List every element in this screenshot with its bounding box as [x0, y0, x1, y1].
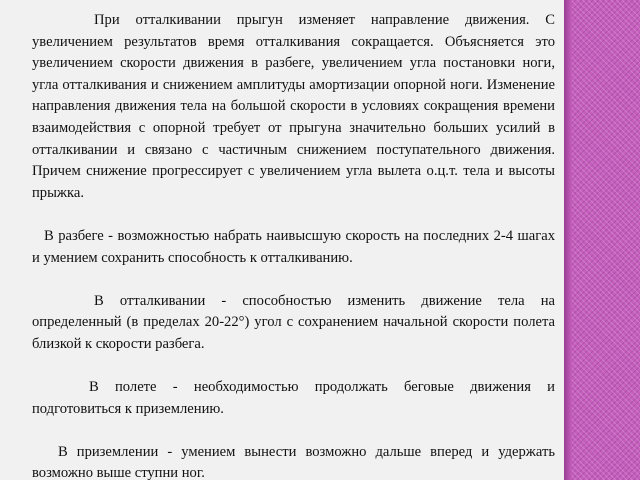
paragraph-landing: В приземлении - умением вынести возможно дальше вперед и удержать возможно выше ступни ног. — [32, 443, 555, 482]
text-content — [32, 10, 555, 485]
paragraph-takeoff-direction: При отталкивании прыгун изменяет направление движения. С увеличением результатов время отталкивания сокращается. Объясняется это увеличением скорости движения в разбеге, увеличением угла постановки ноги, угла отталкивания и снижением амплитуды амортизации опорной ноги. Изменение направления движения тела на большой скорости в условиях сокращения времени взаимодействия с опорной требует от прыгуна значительно больших усилий в отталкивании и связано с частичным снижением поступательного движения. Причем снижение прогрессирует с увеличением угла вылета о.ц.т. тела и высоты прыжка. — [32, 12, 555, 201]
paragraph-run-up: В разбеге - возможностью набрать наивысшую скорость на последних 2-4 шагах и умением сохранить способность к отталкиванию. — [32, 227, 555, 266]
paragraph-takeoff: В отталкивании - способностью изменить движение тела на определенный (в пределах 20-22°) угол с сохранением начальной скорости полета близкой к скорости разбега. — [32, 292, 555, 352]
decorative-side-bar — [564, 0, 640, 480]
side-bar-edge — [564, 0, 572, 480]
paragraph-flight: В полете - необходимостью продолжать беговые движения и подготовиться к приземлению. — [32, 379, 555, 417]
